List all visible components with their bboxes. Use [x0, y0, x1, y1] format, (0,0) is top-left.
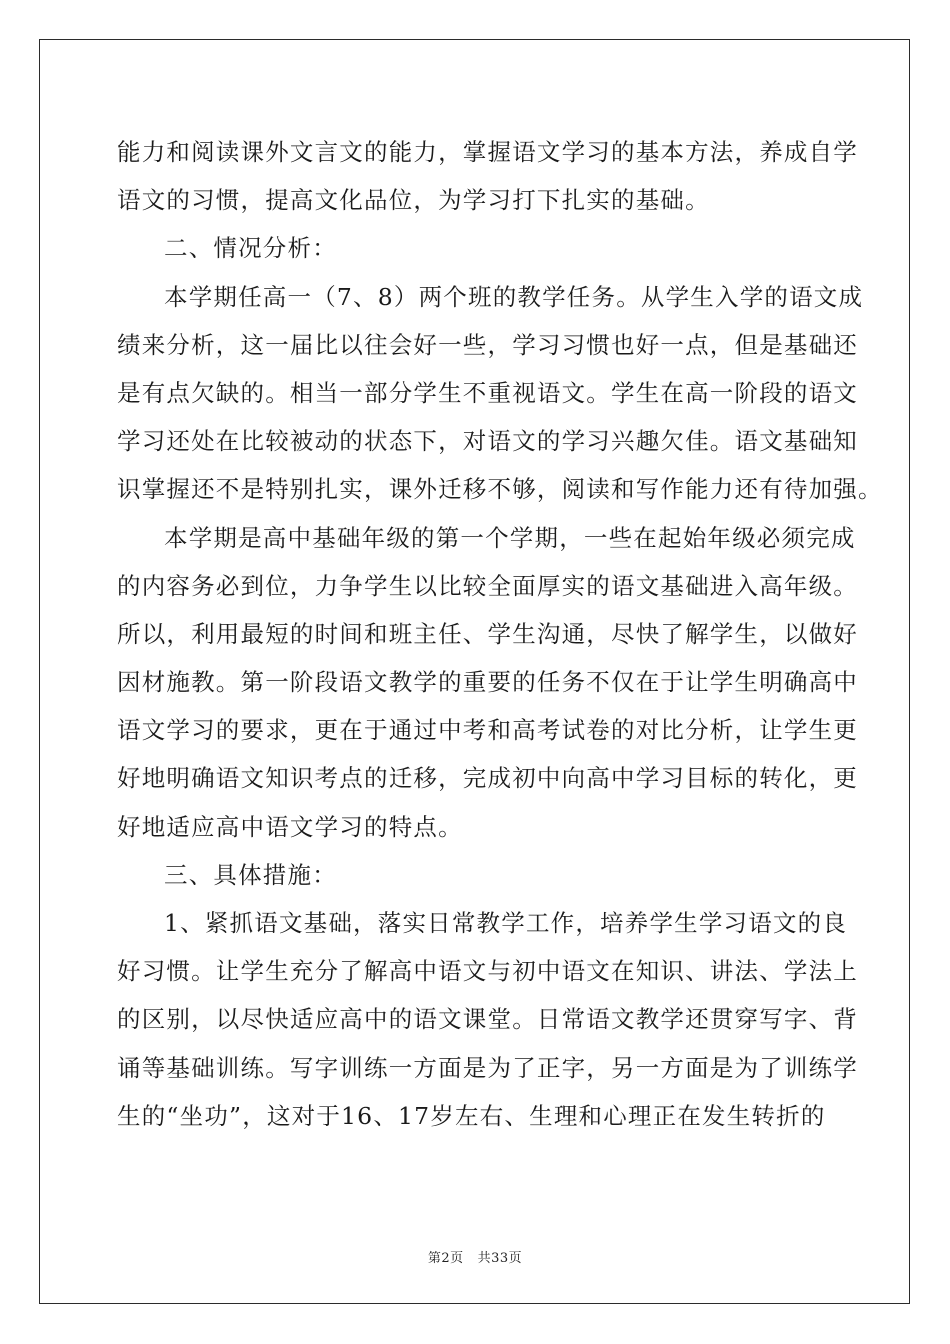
document-body — [117, 128, 883, 1140]
text-line-18: 好习惯。让学生充分了解高中语文与初中语文在知识、讲法、学法上 — [117, 957, 858, 986]
text-line-19: 的区别，以尽快适应高中的语文课堂。日常语文教学还贯穿写字、背 — [117, 1005, 858, 1034]
section-heading-measures: 三、具体措施： — [164, 860, 337, 889]
text-line-1: 能力和阅读课外文言文的能力，掌握语文学习的基本方法，养成自学 — [117, 138, 858, 166]
text-line-9: 本学期是高中基础年级的第一个学期，一些在起始年级必须完成 — [164, 523, 856, 552]
text-line-14: 好地明确语文知识考点的迁移，完成初中向高中学习目标的转化，更 — [117, 764, 858, 793]
text-line-7: 学习还处在比较被动的状态下，对语文的学习兴趣欠佳。语文基础知 — [117, 427, 858, 456]
text-line-2: 语文的习惯，提高文化品位，为学习打下扎实的基础。 — [117, 186, 710, 215]
page-footer — [0, 1247, 950, 1266]
text-line-6: 是有点欠缺的。相当一部分学生不重视语文。学生在高一阶段的语文 — [117, 378, 858, 407]
text-line-12: 因材施教。第一阶段语文教学的重要的任务不仅在于让学生明确高中 — [117, 668, 858, 697]
section-heading-analysis: 二、情况分析： — [164, 234, 337, 263]
text-line-17: 1、紧抓语文基础，落实日常教学工作，培养学生学习语文的良 — [164, 909, 848, 937]
text-line-4: 本学期任高一（7、8）两个班的教学任务。从学生入学的语文成 — [164, 282, 864, 311]
text-line-5: 绩来分析，这一届比以往会好一些，学习习惯也好一点，但是基础还 — [117, 330, 858, 359]
text-line-15: 好地适应高中语文学习的特点。 — [117, 812, 463, 841]
page-total: 共33页 — [477, 1251, 523, 1266]
page-number: 第2页 — [427, 1251, 464, 1266]
text-line-20: 诵等基础训练。写字训练一方面是为了正字，另一方面是为了训练学 — [117, 1053, 858, 1082]
text-line-8: 识掌握还不是特别扎实，课外迁移不够，阅读和写作能力还有待加强。 — [117, 475, 883, 504]
text-line-11: 所以，利用最短的时间和班主任、学生沟通，尽快了解学生，以做好 — [117, 619, 858, 648]
text-line-21: 生的“坐功”，这对于16、17岁左右、生理和心理正在发生转折的 — [117, 1101, 826, 1130]
text-line-10: 的内容务必到位，力争学生以比较全面厚实的语文基础进入高年级。 — [117, 571, 858, 600]
text-line-13: 语文学习的要求，更在于通过中考和高考试卷的对比分析，让学生更 — [117, 716, 858, 745]
